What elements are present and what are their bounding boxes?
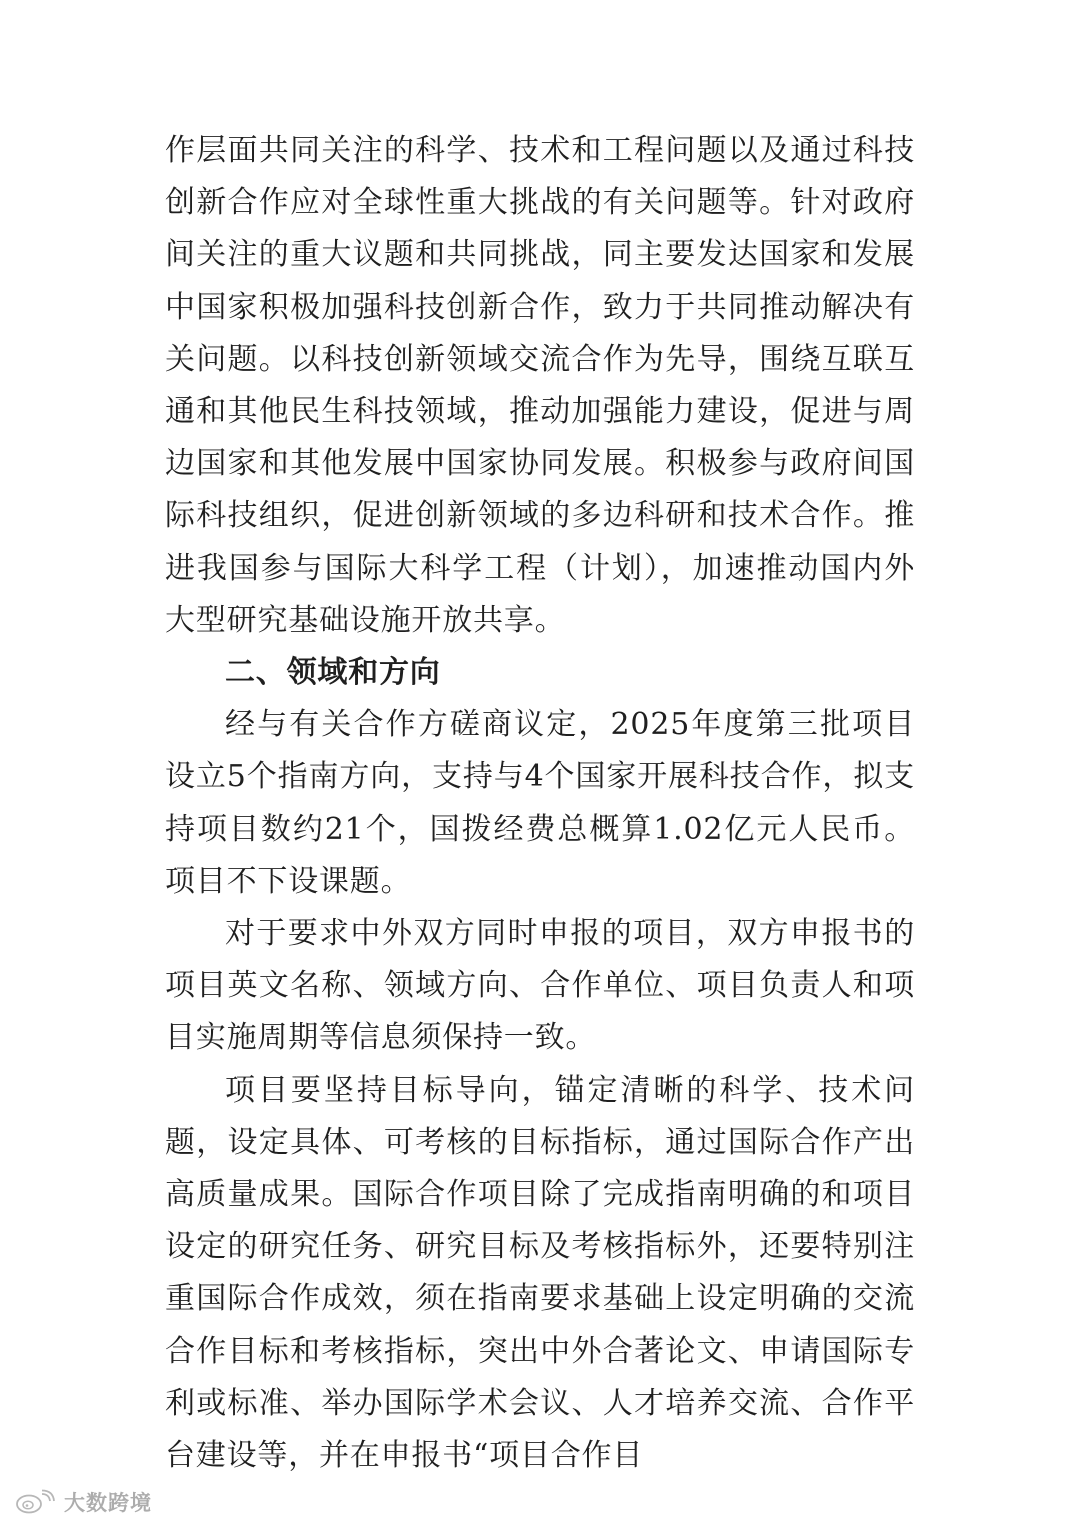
- watermark-text: 大数跨境: [64, 1491, 152, 1515]
- paragraph-continuation: 作层面共同关注的科学、技术和工程问题以及通过科技创新合作应对全球性重大挑战的有关问题等。针对政府间关注的重大议题和共同挑战，同主要发达国家和发展中国家积极加强科技创新合作，致力于共同推动解决有关问题。以科技创新领域交流合作为先导，围绕互联互通和其他民生科技领域，推动加强能力建设，促进与周边国家和其他发展中国家协同发展。积极参与政府间国际科技组织，促进创新领域的多边科研和技术合作。推进我国参与国际大科学工程（计划），加速推动国内外大型研究基础设施开放共享。: [165, 133, 915, 638]
- paragraph-objectives: 项目要坚持目标导向，锚定清晰的科学、技术问题，设定具体、可考核的目标指标，通过国际合作产出高质量成果。国际合作项目除了完成指南明确的和项目设定的研究任务、研究目标及考核指标外，还要特别注重国际合作成效，须在指南要求基础上设定明确的交流合作目标和考核指标，突出中外合著论文、申请国际专利或标准、举办国际学术会议、人才培养交流、合作平台建设等，并在申报书“项目合作目: [165, 1072, 915, 1474]
- weibo-logo-icon: [14, 1489, 58, 1515]
- paragraph-funding: 经与有关合作方磋商议定，2025年度第三批项目设立5个指南方向，支持与4个国家开展科技合作，拟支持项目数约21个，国拨经费总概算1.02亿元人民币。项目不下设课题。: [165, 707, 915, 899]
- paragraph-joint-application: 对于要求中外双方同时申报的项目，双方申报书的项目英文名称、领域方向、合作单位、项目负责人和项目实施周期等信息须保持一致。: [165, 916, 915, 1056]
- watermark: [14, 1486, 152, 1518]
- section-heading: 二、领域和方向: [225, 655, 441, 691]
- document-body: [165, 125, 915, 1482]
